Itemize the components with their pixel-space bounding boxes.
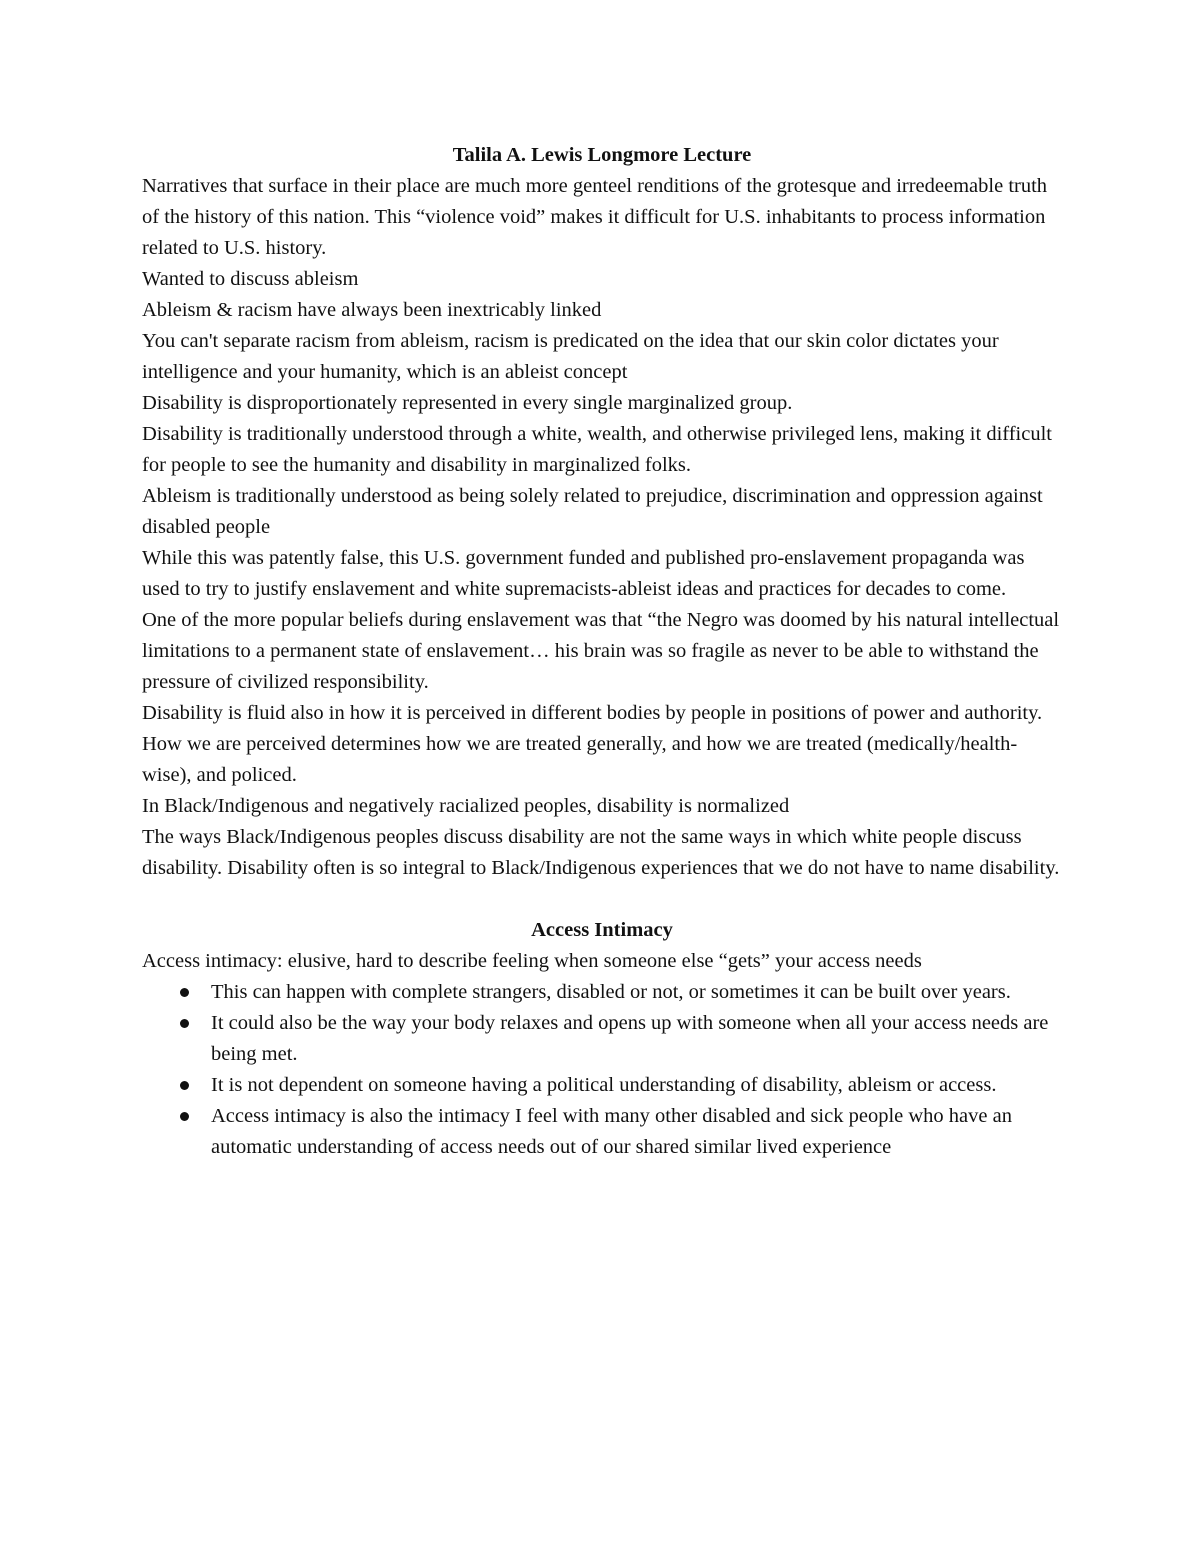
list-item — [142, 1101, 1062, 1163]
paragraph: Disability is disproportionately represented in every single marginalized group. — [142, 392, 793, 414]
lecture-title: Talila A. Lewis Longmore Lecture — [452, 144, 752, 166]
blank-line — [142, 884, 1062, 915]
list-item-text: Access intimacy is also the intimacy I feel with many other disabled and sick people who have an automatic understanding of access needs out of our shared similar lived experience — [211, 1105, 1012, 1158]
list-item — [142, 1070, 1062, 1101]
paragraph: Disability is fluid also in how it is perceived in different bodies by people in positions of power and authority. How we are perceived determines how we are treated generally, and how we are treated (medically/health-wise), and policed. — [142, 702, 1043, 786]
paragraph: Disability is traditionally understood through a white, wealth, and otherwise privileged lens, making it difficult for people to see the humanity and disability in marginalized folks. — [142, 423, 1052, 476]
paragraph: Ableism & racism have always been inextricably linked — [142, 299, 602, 321]
list-item-text: It is not dependent on someone having a political understanding of disability, ableism or access. — [211, 1074, 997, 1096]
bullet-icon — [180, 988, 189, 997]
list-item-text: It could also be the way your body relaxes and opens up with someone when all your access needs are being met. — [211, 1012, 1049, 1065]
list-item-text: This can happen with complete strangers, disabled or not, or sometimes it can be built over years. — [211, 981, 1011, 1003]
paragraph: One of the more popular beliefs during enslavement was that “the Negro was doomed by his natural intellectual limitations to a permanent state of enslavement… his brain was so fragile as never to be able to withstand the pressure of civilized responsibility. — [142, 609, 1060, 693]
document-page — [142, 140, 1062, 1163]
paragraph: Narratives that surface in their place are much more genteel renditions of the grotesque and irredeemable truth of the history of this nation. This “violence void” makes it difficult for U.S. inhabitants to process information related to U.S. history. — [142, 175, 1048, 259]
bullet-icon — [180, 1112, 189, 1121]
paragraph: Ableism is traditionally understood as being solely related to prejudice, discrimination and oppression against disabled people — [142, 485, 1043, 538]
section-heading-access-intimacy: Access Intimacy — [531, 919, 673, 941]
paragraph: You can't separate racism from ableism, racism is predicated on the idea that our skin color dictates your intelligence and your humanity, which is an ableist concept — [142, 330, 999, 383]
access-intimacy-definition: Access intimacy: elusive, hard to describe feeling when someone else “gets” your access needs — [142, 950, 922, 972]
bullet-icon — [180, 1019, 189, 1028]
bullet-icon — [180, 1081, 189, 1090]
bullet-list — [142, 977, 1062, 1163]
list-item — [142, 1008, 1062, 1070]
list-item — [142, 977, 1062, 1008]
paragraph: Wanted to discuss ableism — [142, 268, 359, 290]
paragraph: In Black/Indigenous and negatively racialized peoples, disability is normalized — [142, 795, 790, 817]
paragraph: The ways Black/Indigenous peoples discuss disability are not the same ways in which white people discuss disability. Disability often is so integral to Black/Indigenous experiences that we do not have to name disability. — [142, 826, 1060, 879]
paragraph: While this was patently false, this U.S. government funded and published pro-enslavement propaganda was used to try to justify enslavement and white supremacists-ableist ideas and practices for decades to come. — [142, 547, 1025, 600]
